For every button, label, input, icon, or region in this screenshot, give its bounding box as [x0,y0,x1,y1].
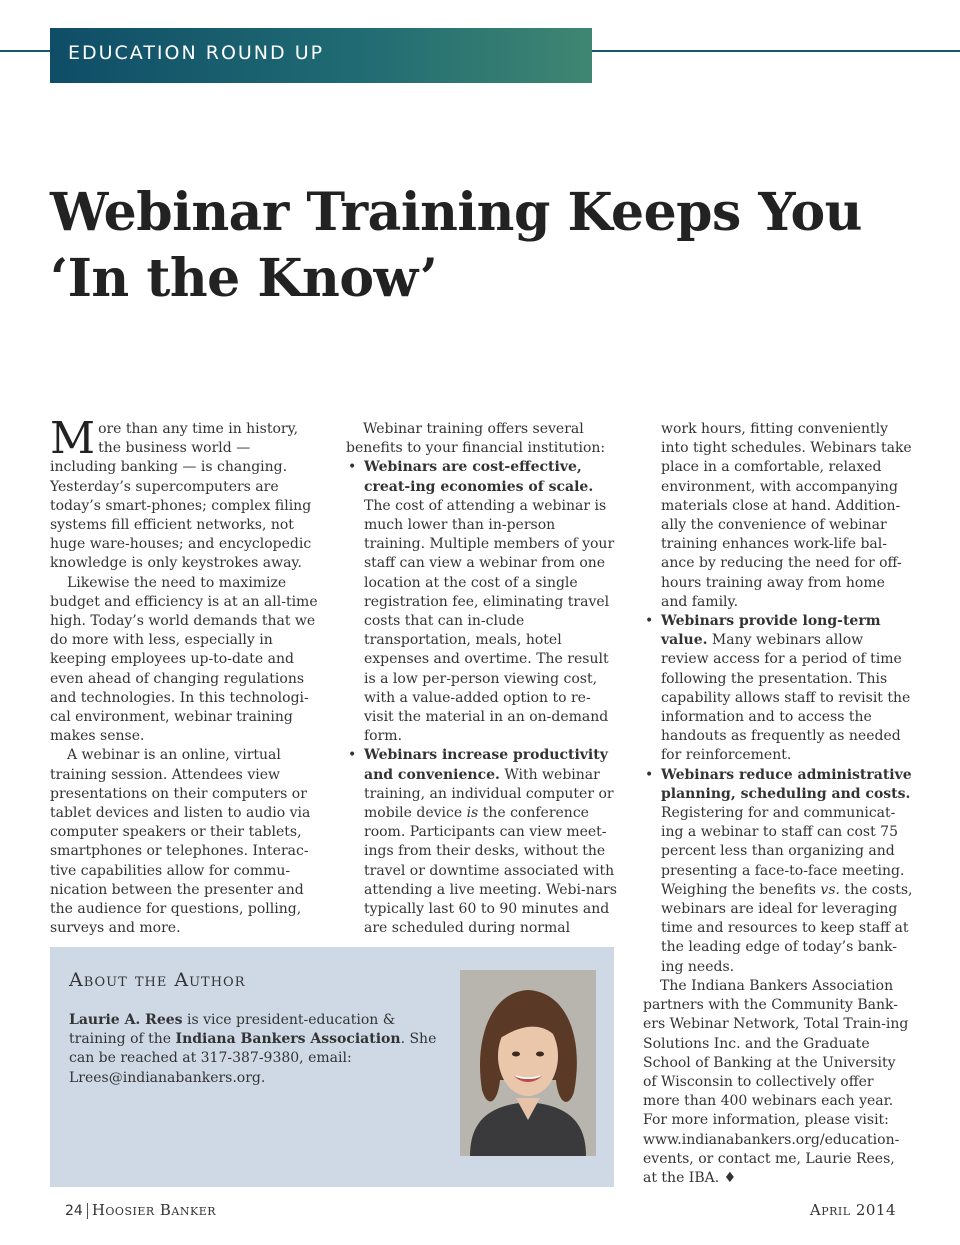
paragraph-benefits-intro: Webinar training offers several benefits to your financial institution: [346,421,606,457]
title-line-1: Webinar Training Keeps You [50,182,862,243]
paragraph-continued: work hours, fitting conveniently into tight schedules. Webinars take place in a comfortable, relaxed environment, with accompanying materials close at hand. Addition-ally the convenience of webinar training enhances work-life bal-ance by reducing the need for off-hours training away from home and family. [661,421,912,610]
bullet-emphasis: vs. [820,881,840,898]
footer-left [65,1201,216,1219]
footer-divider [87,1203,88,1219]
about-author-heading: About the Author [69,969,246,991]
paragraph-budget: Likewise the need to maximize budget and efficiency is at an all-time high. Today’s world demands that we do more with less, especially in keeping employees up-to-date and even ahead of changing regulations and technologies. In this technologi-cal environment, webinar training makes sense. [50,574,318,745]
bullet-text: The cost of attending a webinar is much lower than in-person training. Multiple members of your staff can view a webinar from one location at the cost of a single registration fee, eliminating travel costs that can in-clude transportation, meals, hotel expenses and overtime. The result is a low per-person viewing cost, with a value-added option to re-visit the material in an on-demand form. [364,497,615,745]
magazine-name: Hoosier Banker [91,1201,217,1219]
author-organization: Indiana Bankers Association [175,1031,401,1048]
column-1 [50,413,320,938]
list-item [643,766,913,977]
author-photo [460,970,596,1156]
bullet-text: Many webinars allow review access for a period of time following the presentation. This capability allows staff to revisit the information and to access the handouts as frequently as needed for reinforcement. [661,632,911,764]
list-item [346,458,618,746]
paragraph-webinar-definition: A webinar is an online, virtual training session. Attendees view presentations on their computers or tablet devices and listen to audio via computer speakers or their tablets, smartphones or telephones. Interac-tive capabilities allow for commu-nication between the presenter and the audience for questions, polling, surveys and more. [50,747,311,937]
column-2 [346,420,618,938]
paragraph-intro [50,413,320,574]
bullet-heading: Webinars provide long-term value. [661,613,881,649]
paragraph-closing [643,977,913,1188]
bullet-emphasis: is [466,805,479,822]
benefits-list [346,458,618,938]
author-bio [69,1011,449,1088]
paragraph-intro-text: ore than any time in history, the business world — including banking — is changing. Yesterday’s supercomputers are today’s smart-phones; complex filing systems fill efficient networks, not huge ware-houses; and encyclopedic knowledge is only keystrokes away. [50,421,312,572]
author-contact: . She can be reached at 317-387-9380, email: Lrees@indianabankers.org. [69,1031,437,1086]
bullet-text: the conference room. Participants can view meet-ings from their desks, without the travel or downtime associated with attending a live meeting. Webi-nars typically last 60 to 90 minutes and are scheduled during normal [364,805,617,937]
closing-text: The Indiana Bankers Association partners with the Community Bank-ers Webinar Network, Total Train-ing Solutions Inc. and the Graduate School of Banking at the University of Wisconsin to collectively offer more than 400 webinars each year. For more information, please visit: www.indianabankers.org/education-events, or contact me, Laurie Rees, at the IBA. [643,977,909,1186]
list-item [346,746,618,938]
issue-date: April 2014 [809,1201,896,1219]
list-item [643,612,913,766]
article-title [50,180,910,312]
bullet-heading: Webinars are cost-effective, creat-ing economies of scale. [364,459,594,495]
bullet-heading: Webinars reduce administrative planning, scheduling and costs. [661,766,912,802]
title-line-2: ‘In the Know’ [50,248,438,309]
bullet-text: With webinar training, an individual computer or mobile device [364,766,614,822]
section-banner [50,28,592,83]
author-bio-text: is vice president-education & training of the [69,1012,396,1048]
benefits-list-continued [643,612,913,977]
page-number: 24 [65,1203,83,1219]
bullet-text: the costs, webinars are ideal for leveraging time and resources to keep staff at the leading edge of today’s bank-ing needs. [661,881,913,975]
bullet-text: Registering for and communicat-ing a webinar to staff can cost 75 percent less than organizing and presenting a face-to-face meeting. Weighing the benefits [661,805,905,898]
drop-cap: M [50,413,96,464]
bullet-heading: Webinars increase productivity and convenience. [364,747,608,783]
end-mark-icon: ♦ [723,1169,737,1186]
section-label: EDUCATION ROUND UP [68,42,325,64]
column-3 [643,420,913,1188]
author-name: Laurie A. Rees [69,1012,183,1028]
